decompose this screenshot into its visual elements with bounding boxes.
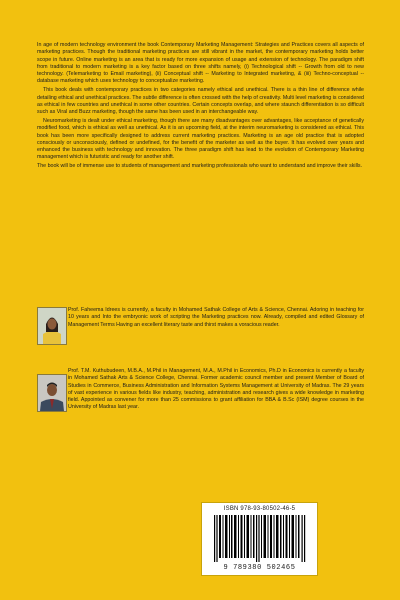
author-photo xyxy=(37,374,67,412)
author-profile-2 xyxy=(37,368,364,448)
description-paragraph-1: In age of modern technology environment the book Contemporary Marketing Management: Strategies and Practices covers all aspects of marketing practices. Though the traditional marketing practices are still vibrant in the market, the contemporary marketing holds better scope in future. Online marketing is an area that is ready for more expansion of usage and extension of technology. The paradigm shift from traditional to modern marketing is a key factor based on three shifts namely, (i) Technological shift -- Growth from old to new technology. (Telemarketing to Email marketing), (ii) Conceptual shift -- Marketing to Integrated marketing, & (iii) Techno-conceptual -- database marketing which uses technology to conceptualize marketing. xyxy=(37,42,364,85)
author-bio: Prof. T.M. Kuthubudeen, M.B.A., M.Phil in Management, M.A., M.Phil in Economics, Ph.D in Economics is currently a faculty in Mohamed Sathak Arts & Science College, Chennai. Former academic council member and present Member of Board of Studies in Commerce, Business Administration and Information Systems Management at University of Madras. The 29 years of vast experience in various fields like industry, teaching, administration and research gives a wide knowledge in marketing field. Appointed as convener for more than 25 commissions to grant affiliation for BBA & B.Sc (ISM) degree courses in the University of Madras last year. xyxy=(68,368,364,411)
author-bio: Prof. Faheema Idrees is currently, a faculty in Mohamed Sathak College of Arts & Science, Chennai. Adoring in teaching for 10 years and Into the embryonic work of scripting the Marketing practices now. Already, compiled and edited Glossary of Management Terms Having an excellent literary taste and thirst makes a voracious reader. xyxy=(68,307,364,328)
author-photo xyxy=(37,307,67,345)
book-description xyxy=(37,42,364,171)
author-profile-1 xyxy=(37,307,364,367)
description-paragraph-3: Neuromarketing is dealt under ethical marketing, though there are many disadvantages over advantages, like acceptance of genetically modified food, which is ethical as well as unethical. As it is an upcoming field, at the interim neuromarketing is considered as ethical. This book has been more specifically designed to address current marketing practices. Marketing is an age old practice that is adopted consciously or unconsciously, defined or undefined, for the benefit of the marketer as well as the buyer. It has evolved over years and enhanced the business with technology and innovation. The three paradigm shift has lead to the evolution of Contemporary Marketing management which is futuristic and ready for another shift. xyxy=(37,117,364,161)
description-paragraph-4: The book will be of immense use to students of management and marketing professionals who want to understand and improve their skills. xyxy=(37,163,363,170)
author-portrait-icon xyxy=(38,375,66,411)
ean-number: 9 789380 502465 xyxy=(223,564,296,572)
author-portrait-icon xyxy=(38,308,66,344)
barcode-icon xyxy=(214,515,306,562)
isbn-barcode xyxy=(201,502,318,576)
isbn-label: ISBN 978-93-80502-46-5 xyxy=(223,506,296,512)
description-paragraph-2: This book deals with contemporary practices in two categories namely ethical and unethical. There is a thin line of difference while detailing ethical and unethical practices. The subtle difference is often crossed with the help of creativity. Multi level marketing is considered as ethical in few countries and unethical in some other countries. Certain concepts overlap, and where staunch differentiation is so difficult such as Viral and Buzz marketing, though the same has been used in an interchangeable way. xyxy=(37,87,364,116)
